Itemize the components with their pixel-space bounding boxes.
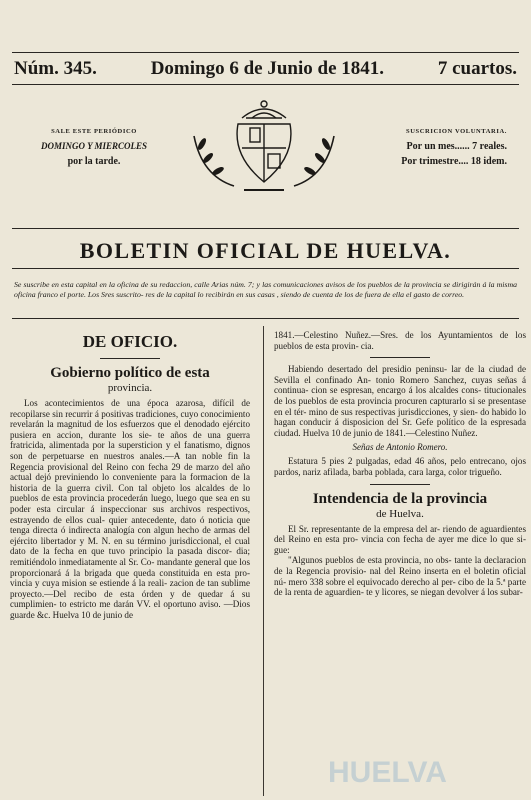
left-column <box>10 330 250 798</box>
issue-number: Núm. 345. <box>14 58 97 79</box>
signs-heading: Señas de Antonio Romero. <box>352 442 448 453</box>
newspaper-title: BOLETIN OFICIAL DE HUELVA. <box>79 238 452 263</box>
deserter-description: Estatura 5 pies 2 pulgadas, edad 46 años, pelo entrecano, ojos pardos, nariz afilada, barba poblada, cara larga, color trigueño. <box>274 456 526 477</box>
subscription-line-1: SUSCRICION VOLUNTARIA. <box>406 128 507 135</box>
issue-header <box>14 56 517 82</box>
article-paragraph: Los acontecimientos de una época azarosa, difícil de recopilarse sin recurrir á positivas tradiciones, cuyo conocimiento revelarán la magnitud de los esfuerzos que el denodado ejército pusiera en accion, durante los sie- te años de una guerra fratricida, alimentada por la supersticion y el fanatismo, dignos son de perpetuarse en nuestros anales.—A tan noble fin la Regencia provisional del Reino con fecha 29 de marzo del año actual dejó previniendo lo conveniente para la formacion de la historia de la guerra civil. Con tal objeto los alcaldes de lo pueblos de esta provincia procederán luego, luego que sea en su poder esta circular á inspeccionar sus archivos respectivos, estrayendo de ellos cual- quier antecedente, dato ó noticia que tenga directa ó indirecta analogía con algun hecho de armas del ejército libertador y M. N. en su término jurisdiccional, el cual dato de la fecha en que tuvo principio la pasada discor- dia; remitiéndolo inmediatamente al Sr. Co- mandante general que los proporcionará á la brigada que queda constituida en esta pro- vincia y cuya mision se estiende á la reali- zacion de tan sublime proyecto.—Del recibo de esta órden y de quedar á su cumplimien- to estricto me darán VV. el oportuno aviso. —Dios guarde &c. Huelva 10 de junio de <box>10 398 250 620</box>
royal-crest-icon <box>172 96 356 202</box>
deserter-notice: Habiendo desertado del presidio peninsu- lar de la ciudad de Sevilla el confinado An- tonio Romero Sanchez, cuyas señas á continua- cion se espresan, encargo á los alcaldes cons- titucionales de los pueblos de esta provincia procuren capturarlo si se presentase en el tér- mino de sus respectivas jurisdicciones, y sien- do habido lo hagan conducir á disposicion del Sr. Gefe político de la espresada ciudad. Huelva 10 de junio de 1841.—Celestino Nuñez. <box>274 364 526 438</box>
watermark-logo <box>318 744 518 794</box>
section-heading: DE OFICIO. <box>82 332 178 351</box>
subscription-notice: Se suscribe en esta capital en la oficina de su redaccion, calle Arias núm. 7; y las comunicaciones avisos de los pueblos de la provincia se dirigirán á la misma oficina franco el porte. Los Sres suscrito- res de la capital lo recibirán en sus casas , siendo de cuenta de los de fuera de ella el gasto de correo. <box>14 279 517 300</box>
intendencia-paragraph-1: El Sr. representante de la empresa del ar- riendo de aguardientes del Reino en esta pro- vincia con fecha de ayer me dice lo que si- gue: <box>274 523 526 555</box>
right-column <box>274 330 526 798</box>
intendencia-subheading: de Huelva. <box>376 507 424 520</box>
article-heading: Gobierno político de esta <box>50 365 210 381</box>
intendencia-paragraph-2: "Algunos pueblos de esta provincia, no obs- tante la declaracion de la Regencia provisio- nal del Reino inserta en el boletin oficial nú- mero 338 sobre el equivocado derecho al per- cibo de la 5.ª parte de la renta de aguardien- te y licores, se niegan devolver á los subar- <box>274 555 526 598</box>
top-rule <box>12 52 519 53</box>
publication-schedule <box>24 124 164 169</box>
schedule-line-1: SALE ESTE PERIÓDICO <box>51 128 137 135</box>
title-top-rule <box>12 228 519 229</box>
intendencia-heading: Intendencia de la provincia <box>312 490 488 507</box>
issue-date: Domingo 6 de Junio de 1841. <box>150 58 385 79</box>
schedule-line-2: DOMINGO Y MIERCOLES <box>40 141 148 151</box>
subscription-line-2: Por un mes...... 7 reales. <box>406 141 507 152</box>
article-continuation: 1841.—Celestino Nuñez.—Sres. de los Ayuntamientos de los pueblos de esta provin- cia. <box>274 330 526 351</box>
column-divider <box>263 326 264 796</box>
section-divider <box>100 358 160 359</box>
paragraph-divider <box>370 357 430 358</box>
subscription-line-3: Por trimestre.... 18 idem. <box>401 156 507 167</box>
subscription-prices <box>347 124 507 169</box>
title-bottom-rule <box>12 268 519 269</box>
notice-rule <box>12 318 519 319</box>
issue-price: 7 cuartos. <box>437 58 517 79</box>
header-rule <box>12 84 519 85</box>
watermark-text: HUELVA <box>328 756 447 789</box>
article-subheading: provincia. <box>107 382 153 394</box>
schedule-line-3: por la tarde. <box>67 156 121 167</box>
section-divider-2 <box>370 484 430 485</box>
